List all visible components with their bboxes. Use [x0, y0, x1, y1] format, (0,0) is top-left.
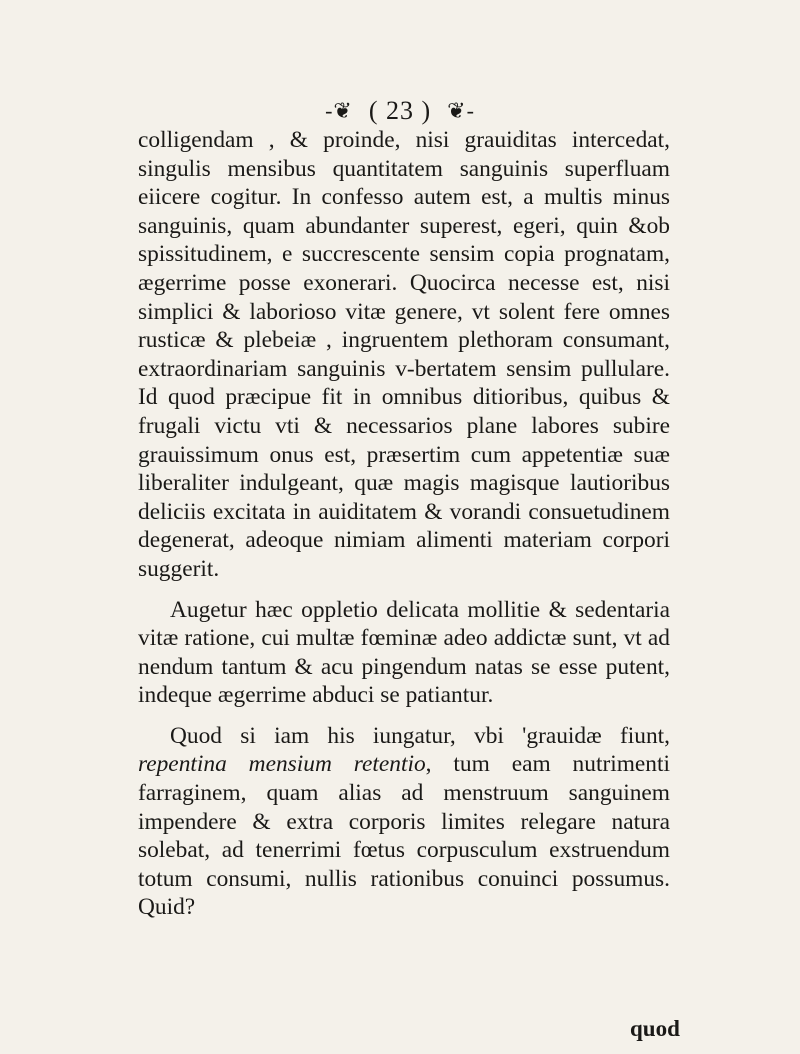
- body-text: [138, 126, 670, 922]
- paragraph-3-tail: , tum eam nutrimenti farraginem, quam alias ad menstruum sanguinem impendere & extra corporis limites relegare natura solebat, ad tenerrimi fœtus corpusculum exstruendum totum consumi, nullis rationibus conuinci possumus. Quid?: [138, 751, 671, 921]
- paragraph-3-lead: Quod si iam his iungatur, vbi 'grauidæ fiunt,: [170, 722, 670, 749]
- paragraph-3-italic: repentina mensium retentio: [138, 751, 426, 778]
- page-header: [0, 96, 800, 126]
- paragraph-3: [138, 722, 670, 922]
- page-number: ( 23 ): [368, 96, 432, 125]
- left-ornament-icon: -❦: [325, 98, 353, 123]
- paragraph-2: Augetur hæc oppletio delicata mollitie & sedentaria vitæ ratione, cui multæ fœminæ adeo addictæ sunt, vt ad nendum tantum & acu pingendum natas se esse putent, indeque ægerrime abduci se patiantur.: [138, 596, 670, 709]
- paragraph-1: colligendam , & proinde, nisi grauiditas intercedat, singulis mensibus quantitatem sanguinis superfluam eiicere cogitur. In confesso autem est, a multis minus sanguinis, quam abundanter superest, egeri, quin &ob spissitudinem, e succrescente sensim copia prognatam, ægerrime posse exonerari. Quocirca necesse est, nisi simplici & laborioso vitæ genere, vt solent fere omnes rusticæ & plebeiæ , ingruentem plethoram consumant, extraordinariam sanguinis v-bertatem sensim pullulare. Id quod præcipue fit in omnibus ditioribus, quibus & frugali victu vti & necessarios plane labores subire grauissimum onus est, præsertim cum appetentiæ suæ liberaliter indulgeant, quæ magis magisque lautioribus deliciis excitata in auiditatem & vorandi consuetudinem degenerat, adeoque nimiam alimenti materiam corpori suggerit.: [138, 127, 670, 582]
- right-ornament-icon: ❦-: [447, 98, 475, 123]
- catchword: quod: [630, 1016, 680, 1041]
